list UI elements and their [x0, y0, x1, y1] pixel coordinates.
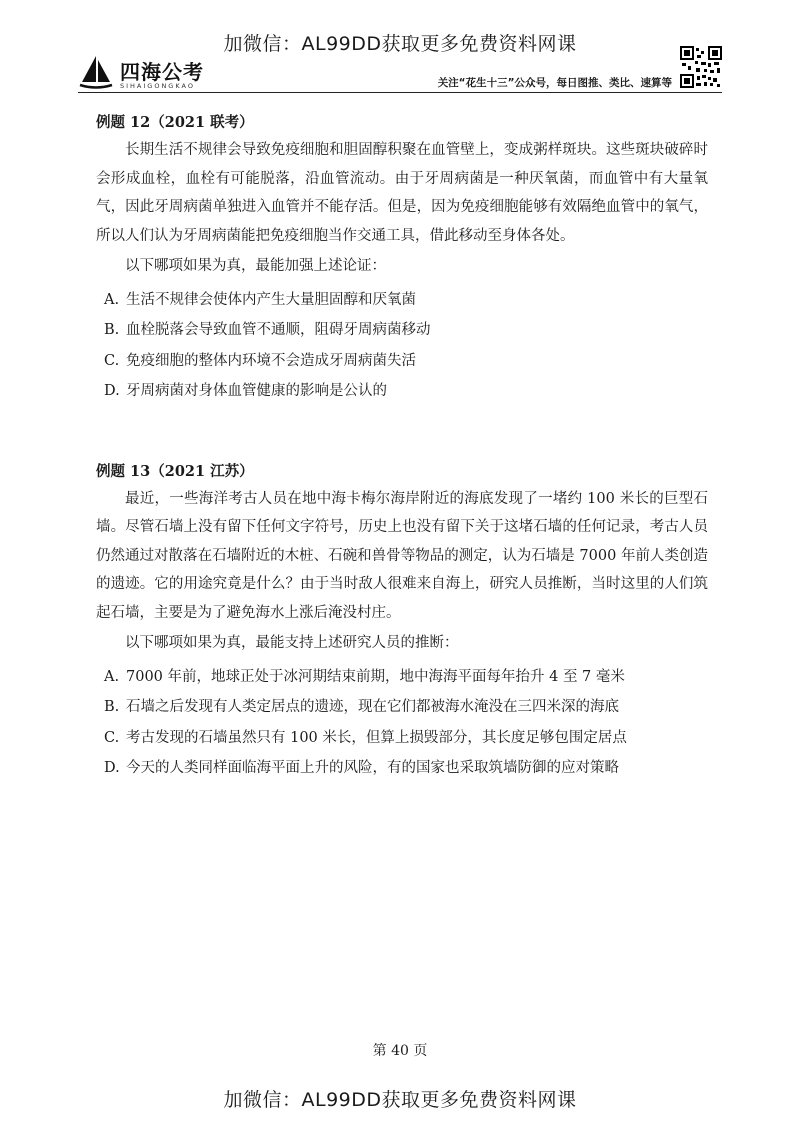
option-text: 牙周病菌对身体血管健康的影响是公认的 [126, 383, 387, 399]
page-header [78, 44, 722, 92]
option-c [104, 723, 708, 754]
question-prompt: 以下哪项如果为真，最能支持上述研究人员的推断： [125, 635, 459, 651]
question-title: 例题 12（2021 联考） [96, 114, 254, 131]
option-letter: A. [104, 291, 120, 308]
watermark-top: 加微信：AL99DD获取更多免费资料网课 [223, 33, 577, 55]
option-text: 免疫细胞的整体内环境不会造成牙周病菌失活 [126, 352, 416, 369]
qr-code-icon [680, 46, 722, 88]
option-letter: B. [104, 322, 120, 338]
option-text: 考古发现的石墙虽然只有 100 米长，但算上损毁部分，其长度足够包围定居点 [126, 729, 627, 746]
option-b [104, 692, 708, 723]
option-text: 石墙之后发现有人类定居点的遗迹，现在它们都被海水淹没在三四米深的海底 [126, 699, 619, 715]
question-stem: 长期生活不规律会导致免疫细胞和胆固醇积聚在血管壁上，变成粥样斑块。这些斑块破碎时会形成血栓，血栓有可能脱落，沿血管流动。由于牙周病菌是一种厌氧菌，而血管中有大量氧气，因此牙周病菌单独进入血管并不能存活。但是，因为免疫细胞能够有效隔绝血管中的氧气，所以人们认为牙周病菌能把免疫细胞当作交通工具，借此移动至身体各处。 [96, 142, 708, 244]
question-title: 例题 13（2021 江苏） [96, 462, 254, 480]
option-a [104, 662, 708, 693]
option-letter: D. [104, 760, 120, 776]
option-letter: B. [104, 699, 120, 715]
header-divider [78, 92, 722, 93]
option-letter: C. [104, 729, 120, 746]
option-list [96, 285, 708, 407]
option-d [104, 376, 708, 407]
question-block [96, 459, 708, 784]
question-prompt: 以下哪项如果为真，最能加强上述论证： [125, 258, 386, 274]
option-text: 血栓脱落会导致血管不通顺，阻碍牙周病菌移动 [126, 322, 431, 338]
option-text: 7000 年前，地球正处于冰河期结束前期，地中海海平面每年抬升 4 至 7 毫米 [126, 668, 625, 685]
option-b [104, 315, 708, 346]
option-a [104, 285, 708, 316]
header-slogan: 关注“花生十三”公众号，每日图推、类比、速算等 [437, 77, 672, 89]
option-letter: A. [104, 668, 120, 685]
option-letter: D. [104, 383, 120, 399]
option-c [104, 346, 708, 377]
logo-subtext: SIHAIGONGKAO [120, 82, 195, 90]
sailboat-logo-icon [78, 54, 114, 90]
option-text: 今天的人类同样面临海平面上升的风险，有的国家也采取筑墙防御的应对策略 [126, 760, 619, 776]
option-letter: C. [104, 352, 120, 369]
document-body [96, 110, 708, 784]
watermark-bottom: 加微信：AL99DD获取更多免费资料网课 [223, 1089, 577, 1111]
logo-text: 四海公考 [120, 60, 204, 84]
option-text: 生活不规律会使体内产生大量胆固醇和厌氧菌 [126, 291, 416, 308]
question-block [96, 110, 708, 407]
option-list [96, 662, 708, 784]
page-number: 第 40 页 [372, 1043, 428, 1059]
option-d [104, 753, 708, 784]
brand-logo [78, 54, 298, 90]
question-stem: 最近，一些海洋考古人员在地中海卡梅尔海岸附近的海底发现了一堵约 100 米长的巨型石墙。尽管石墙上没有留下任何文字符号，历史上也没有留下关于这堵石墙的任何记录，考古人员仍然通过对散落在石墙附近的木桩、石碗和兽骨等物品的测定，认为石墙是 7000 年前人类创造的遗迹。它的用途究竟是什么？由于当时敌人很难来自海上，研究人员推断，当时这里的人们筑起石墙，主要是为了避免海水上涨后淹没村庄。 [96, 490, 708, 621]
